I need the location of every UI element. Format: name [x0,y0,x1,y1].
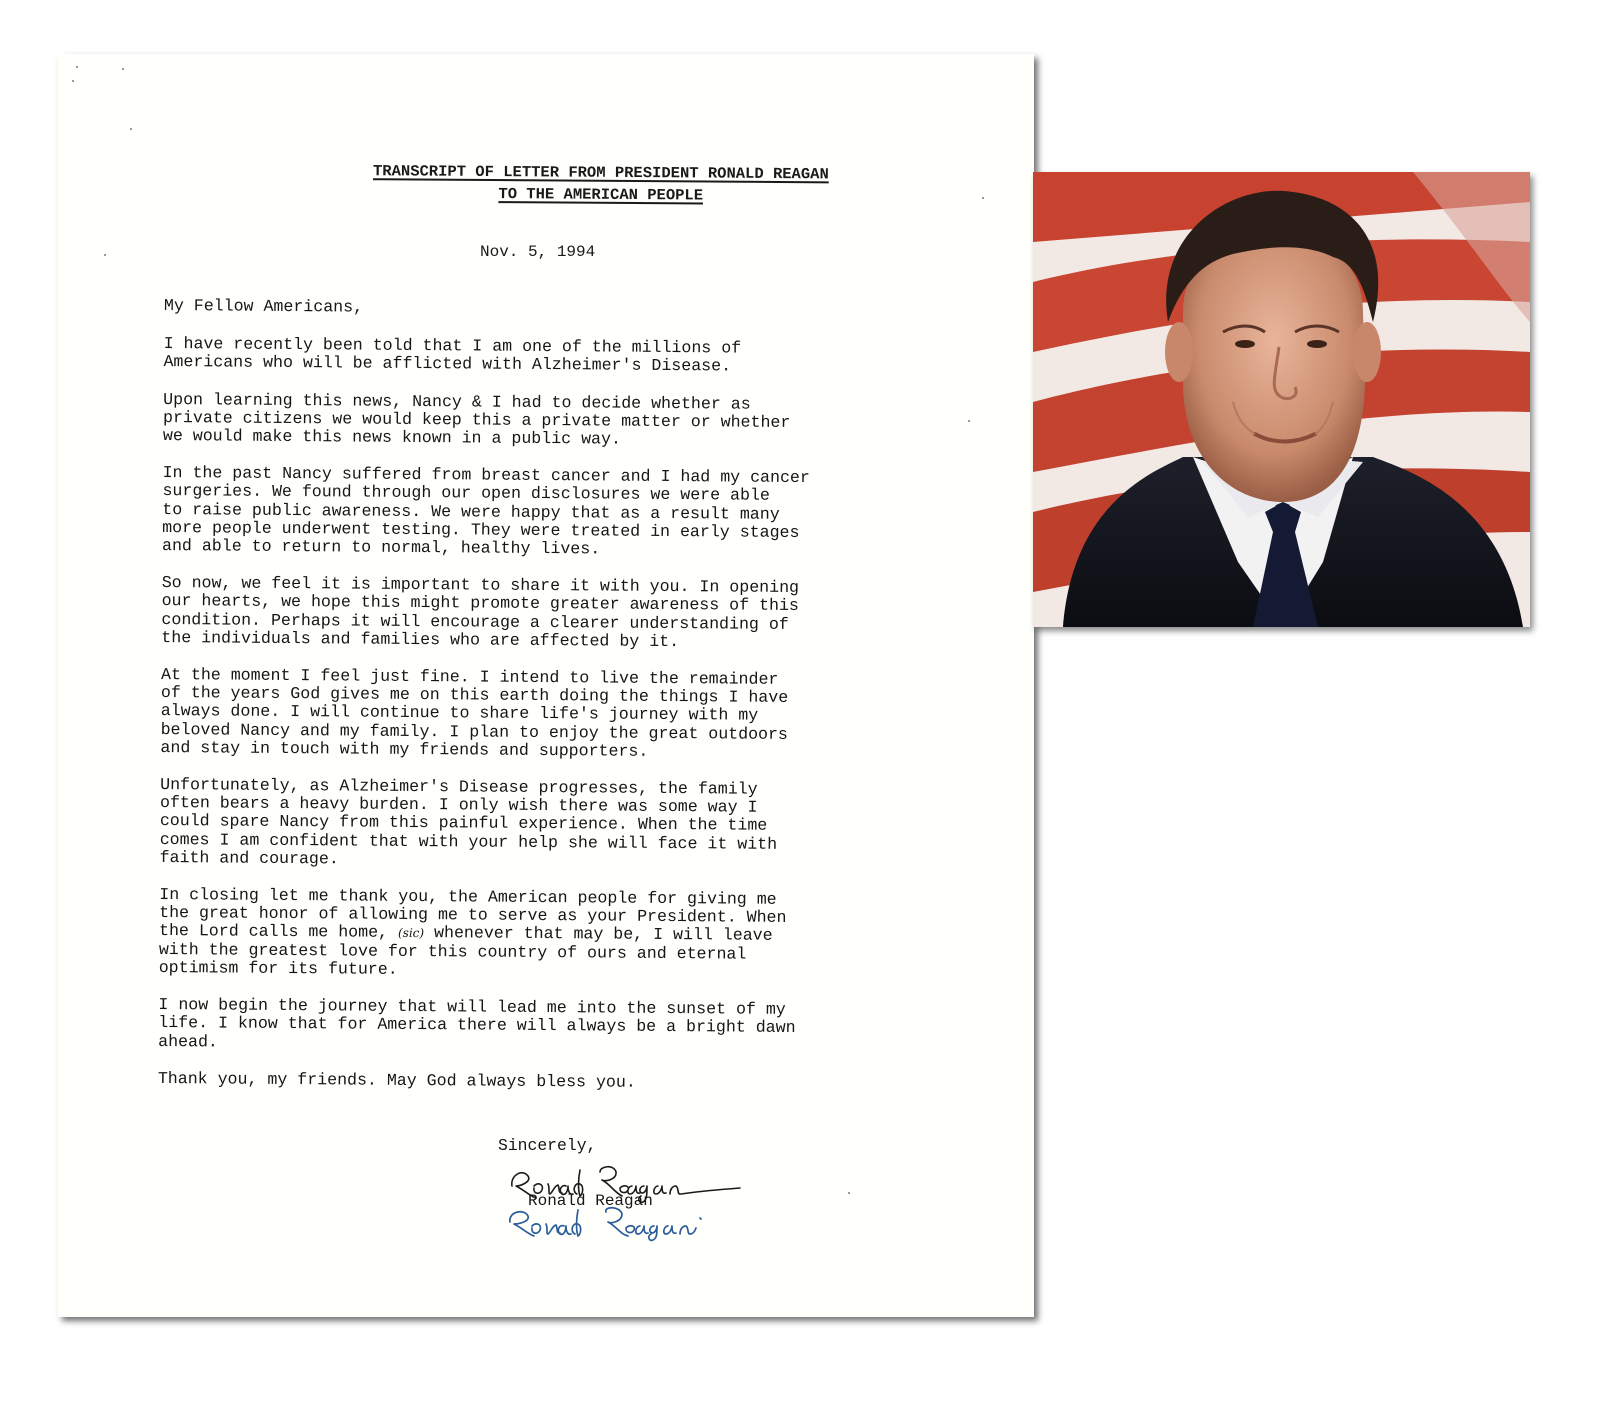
typed-name: Ronald Reagan [528,1192,653,1210]
paper-speck [76,66,78,68]
portrait-illustration [1033,172,1530,627]
paper-speck [848,1192,850,1194]
paragraph: I have recently been told that I am one of the millions of Americans who will be afflicted with Alzheimer's Disease. [163,334,742,376]
letter-title [56,158,1146,210]
salutation: My Fellow Americans, [163,296,364,317]
portrait-photo [1033,172,1530,627]
paper-speck [104,254,106,256]
paper-speck [122,68,124,70]
letter-date: Nov. 5, 1994 [480,243,596,261]
title-line-1: TRANSCRIPT OF LETTER FROM PRESIDENT RONALD REAGAN [372,162,829,184]
paragraph: Unfortunately, as Alzheimer's Disease progresses, the family often bears a heavy burden. I only wish there was some way I could spare Nancy from this painful experience. When the time comes I am confident that with your help she will face it with faith and courage. [159,775,778,869]
paragraph: So now, we feel it is important to share it with you. In opening our hearts, we hope this might promote greater awareness of this condition. Perhaps it will encourage a clearer understanding of the individuals and families who are affected by it. [161,573,800,651]
letter-body [158,297,984,1113]
paragraph: At the moment I feel just fine. I intend to live the remainder of the years God gives me on this earth doing the things I have always done. I will continue to share life's journey with my beloved Nancy and my family. I plan to enjoy the great outdoors and stay in touch with my friends and supporters. [160,665,789,761]
closing-sincerely: Sincerely, [498,1136,597,1155]
letter-page [58,54,1034,1317]
closing-paragraph-part2: whenever that may be, I will leave with the greatest love for this country of ours and eternal optimism for its future. [158,923,773,979]
closing-paragraph-part1: In closing let me thank you, the American people for giving me the great honor of allowing me to serve as your President. When the Lord calls me home, [158,885,787,943]
title-line-2: TO THE AMERICAN PEOPLE [498,185,704,205]
signature-blue [504,1204,784,1249]
paragraph: I now begin the journey that will lead me into the sunset of my life. I know that for America there will always be a bright dawn ahead. [158,995,796,1051]
paper-speck [72,80,74,82]
paragraph: In the past Nancy suffered from breast cancer and I had my cancer surgeries. We found through our open disclosures we were able to raise public awareness. We were happy that as a result many more people underwent testing. They were treated in early stages and able to return to normal, healthy lives. [161,463,810,559]
paragraph: Thank you, my friends. May God always bless you. [157,1068,636,1092]
closing-paragraph [159,886,980,983]
paper-speck [130,128,132,130]
paragraph: Upon learning this news, Nancy & I had to decide whether as private citizens we would keep this a private matter or whether we would make this news known in a public way. [162,389,791,449]
sic-annotation: (sic) [397,926,425,941]
